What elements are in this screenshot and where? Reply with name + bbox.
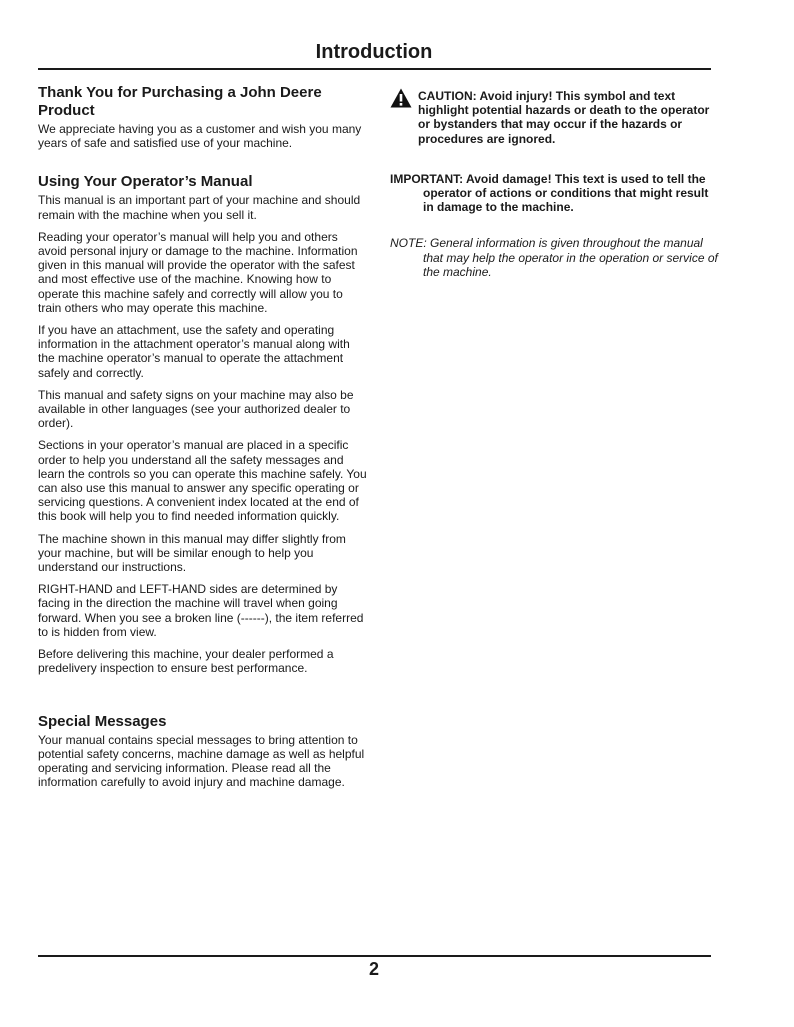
warning-triangle-icon xyxy=(390,88,412,108)
section-using-manual xyxy=(38,173,368,675)
right-column xyxy=(390,89,720,279)
section-heading: Using Your Operator’s Manual xyxy=(38,173,253,191)
section-heading: Special Messages xyxy=(38,712,167,730)
paragraph: Your manual contains special messages to bring attention to potential safety concerns, machine damage as well as helpful operating and servicing information. Please read all the information carefully to avoid injury and machine damage. xyxy=(38,732,365,790)
paragraph: We appreciate having you as a customer and wish you many years of safe and satisfied use of your machine. xyxy=(38,122,362,151)
section-thank-you xyxy=(38,84,368,150)
section-special-messages xyxy=(38,713,368,790)
left-column xyxy=(38,84,368,797)
caution-text: CAUTION: Avoid injury! This symbol and text highlight potential hazards or death to the operator or bystanders that may occur if the hazards or procedures are ignored. xyxy=(418,89,710,146)
footer-rule xyxy=(38,955,711,957)
paragraph: Before delivering this machine, your dealer performed a predelivery inspection to ensure best performance. xyxy=(38,647,334,676)
page-number: 2 xyxy=(368,959,379,979)
page-title: Introduction xyxy=(315,41,433,63)
paragraph: Sections in your operator’s manual are placed in a specific order to help you understand all the safety messages and learn the controls so you can operate this machine safely. You can also use this manual to answer any specific operating or servicing questions. A convenient index located at the end of this book will help you to find needed information quickly. xyxy=(38,438,367,524)
paragraph: RIGHT-HAND and LEFT-HAND sides are determined by facing in the direction the machine will travel when going forward. When you see a broken line (------), the item referred to is hidden from view. xyxy=(38,582,364,639)
caution-message xyxy=(390,89,720,146)
paragraph: The machine shown in this manual may differ slightly from your machine, but will be similar enough to help you understand our instructions. xyxy=(38,531,346,575)
important-message: IMPORTANT: Avoid damage! This text is used to tell the operator of actions or conditions that might result in damage to the machine. xyxy=(390,171,709,215)
header-rule xyxy=(38,68,711,70)
section-heading: Thank You for Purchasing a John Deere Product xyxy=(38,84,322,119)
paragraph: If you have an attachment, use the safety and operating information in the attachment operator’s manual along with the machine operator’s manual to operate the attachment safely and correctly. xyxy=(38,323,350,380)
paragraph: This manual is an important part of your machine and should remain with the machine when you sell it. xyxy=(38,193,361,222)
paragraph: This manual and safety signs on your machine may also be available in other languages (see your authorized dealer to order). xyxy=(38,387,354,431)
paragraph: Reading your operator’s manual will help you and others avoid personal injury or damage to the machine. Information given in this manual will provide the operator with the safest and most effective use of the machine. Knowing how to operate this machine safely and correctly will allow you to train others who may operate this machine. xyxy=(38,229,358,315)
note-message: NOTE: General information is given throughout the manual that may help the operator in the operation or service of the machine. xyxy=(390,236,718,279)
